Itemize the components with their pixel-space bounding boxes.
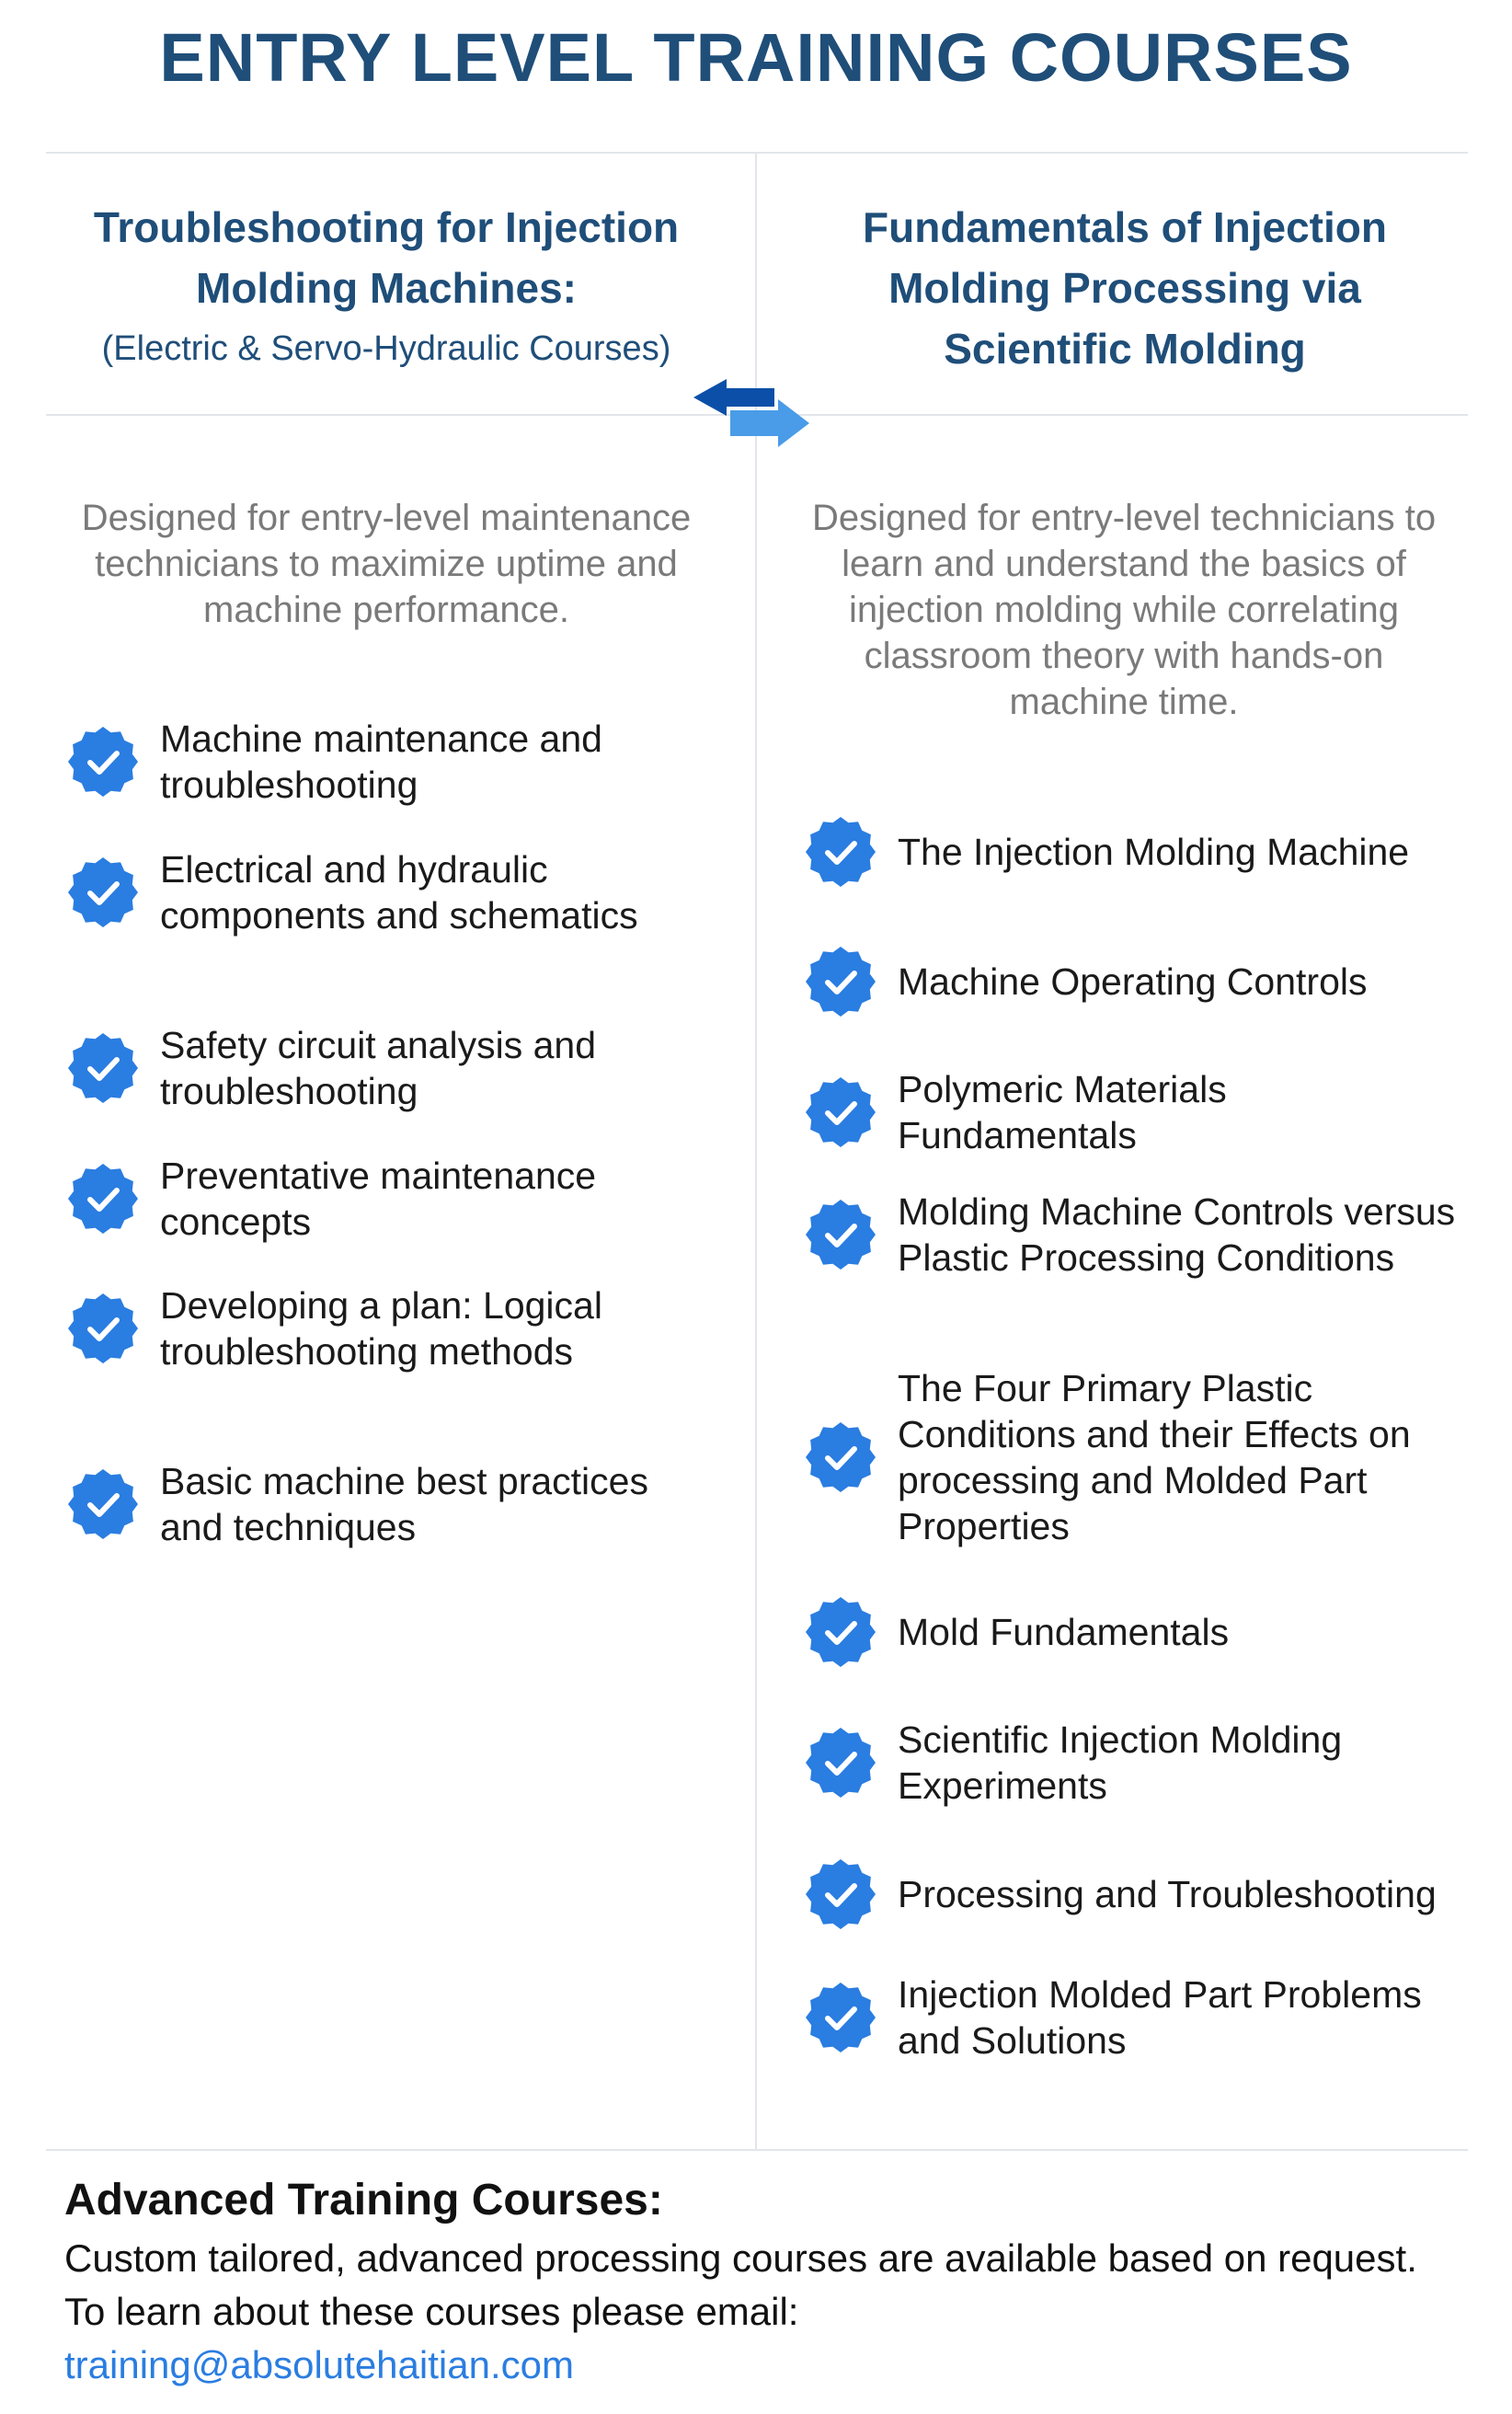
check-badge-icon <box>802 1074 879 1151</box>
left-list-item <box>64 846 708 938</box>
list-item-label: Polymeric Materials Fundamentals <box>898 1068 1227 1156</box>
list-item-label: Injection Molded Part Problems and Solutions <box>898 1973 1422 2062</box>
list-item-label: Electrical and hydraulic components and schematics <box>160 848 638 937</box>
right-heading-line3: Scientific Molding <box>944 325 1306 373</box>
right-list-item <box>802 813 1464 891</box>
training-email-link[interactable]: training@absolutehaitian.com <box>64 2343 574 2386</box>
check-badge-icon <box>64 1029 142 1107</box>
right-heading-line2: Molding Processing via <box>888 264 1361 312</box>
left-subheading: (Electric & Servo-Hydraulic Courses) <box>101 329 671 368</box>
right-description: Designed for entry-level technicians to learn and understand the basics of injection molding while correlating classroom theory with hands-on machine time. <box>811 498 1437 722</box>
swap-arrows-icon <box>692 370 813 462</box>
check-badge-icon <box>64 1160 142 1237</box>
footer-divider <box>46 2149 1468 2151</box>
list-item-label: Molding Machine Controls versus Plastic Processing Conditions <box>898 1190 1456 1279</box>
check-badge-icon <box>64 1466 142 1543</box>
left-description: Designed for entry-level maintenance technicians to maximize uptime and machine performance. <box>81 498 692 630</box>
left-list-item <box>64 1022 708 1114</box>
right-list-item <box>802 1365 1464 1549</box>
check-badge-icon <box>802 1979 879 2056</box>
right-list-item <box>802 1593 1464 1671</box>
right-course-heading <box>782 197 1468 379</box>
list-item-label: Basic machine best practices and techniques <box>160 1460 648 1548</box>
left-heading-line2: Molding Machines: <box>196 264 577 312</box>
page-title: ENTRY LEVEL TRAINING COURSES <box>159 19 1353 96</box>
list-item-label: The Four Primary Plastic Conditions and their Effects on processing and Molded Part Properties <box>898 1367 1411 1547</box>
check-badge-icon <box>802 1419 879 1496</box>
list-item-label: The Injection Molding Machine <box>898 831 1410 873</box>
list-item-label: Scientific Injection Molding Experiments <box>898 1719 1343 1807</box>
check-badge-icon <box>802 1196 879 1273</box>
right-list-item <box>802 1971 1464 2063</box>
right-heading-line1: Fundamentals of Injection <box>863 203 1387 251</box>
list-item-label: Processing and Troubleshooting <box>898 1873 1437 1915</box>
advanced-courses-text: Custom tailored, advanced processing courses are available based on request. To learn about these courses please email: <box>64 2236 1417 2333</box>
check-badge-icon <box>64 1290 142 1367</box>
check-badge-icon <box>802 1724 879 1801</box>
left-list-item <box>64 1153 708 1245</box>
list-item-label: Safety circuit analysis and troubleshooting <box>160 1024 597 1112</box>
check-badge-icon <box>802 813 879 891</box>
check-badge-icon <box>802 1593 879 1671</box>
right-list-item <box>802 1066 1464 1158</box>
right-list-item <box>802 1856 1464 1933</box>
right-list-item <box>802 1189 1464 1281</box>
left-list-item <box>64 716 708 808</box>
check-badge-icon <box>802 1856 879 1933</box>
list-item-label: Mold Fundamentals <box>898 1611 1230 1653</box>
check-badge-icon <box>64 723 142 800</box>
left-list-item <box>64 1458 708 1550</box>
left-course-heading <box>46 197 727 374</box>
left-list-item <box>64 1282 708 1374</box>
right-list-item <box>802 1717 1464 1809</box>
list-item-label: Machine Operating Controls <box>898 960 1368 1003</box>
list-item-label: Machine maintenance and troubleshooting <box>160 718 602 806</box>
check-badge-icon <box>802 943 879 1020</box>
top-divider <box>46 152 1468 154</box>
left-heading-line1: Troubleshooting for Injection <box>93 203 680 251</box>
check-badge-icon <box>64 854 142 931</box>
list-item-label: Developing a plan: Logical troubleshooting methods <box>160 1284 602 1373</box>
list-item-label: Preventative maintenance concepts <box>160 1155 597 1243</box>
right-list-item <box>802 943 1464 1020</box>
advanced-courses-heading: Advanced Training Courses: <box>64 2176 663 2224</box>
